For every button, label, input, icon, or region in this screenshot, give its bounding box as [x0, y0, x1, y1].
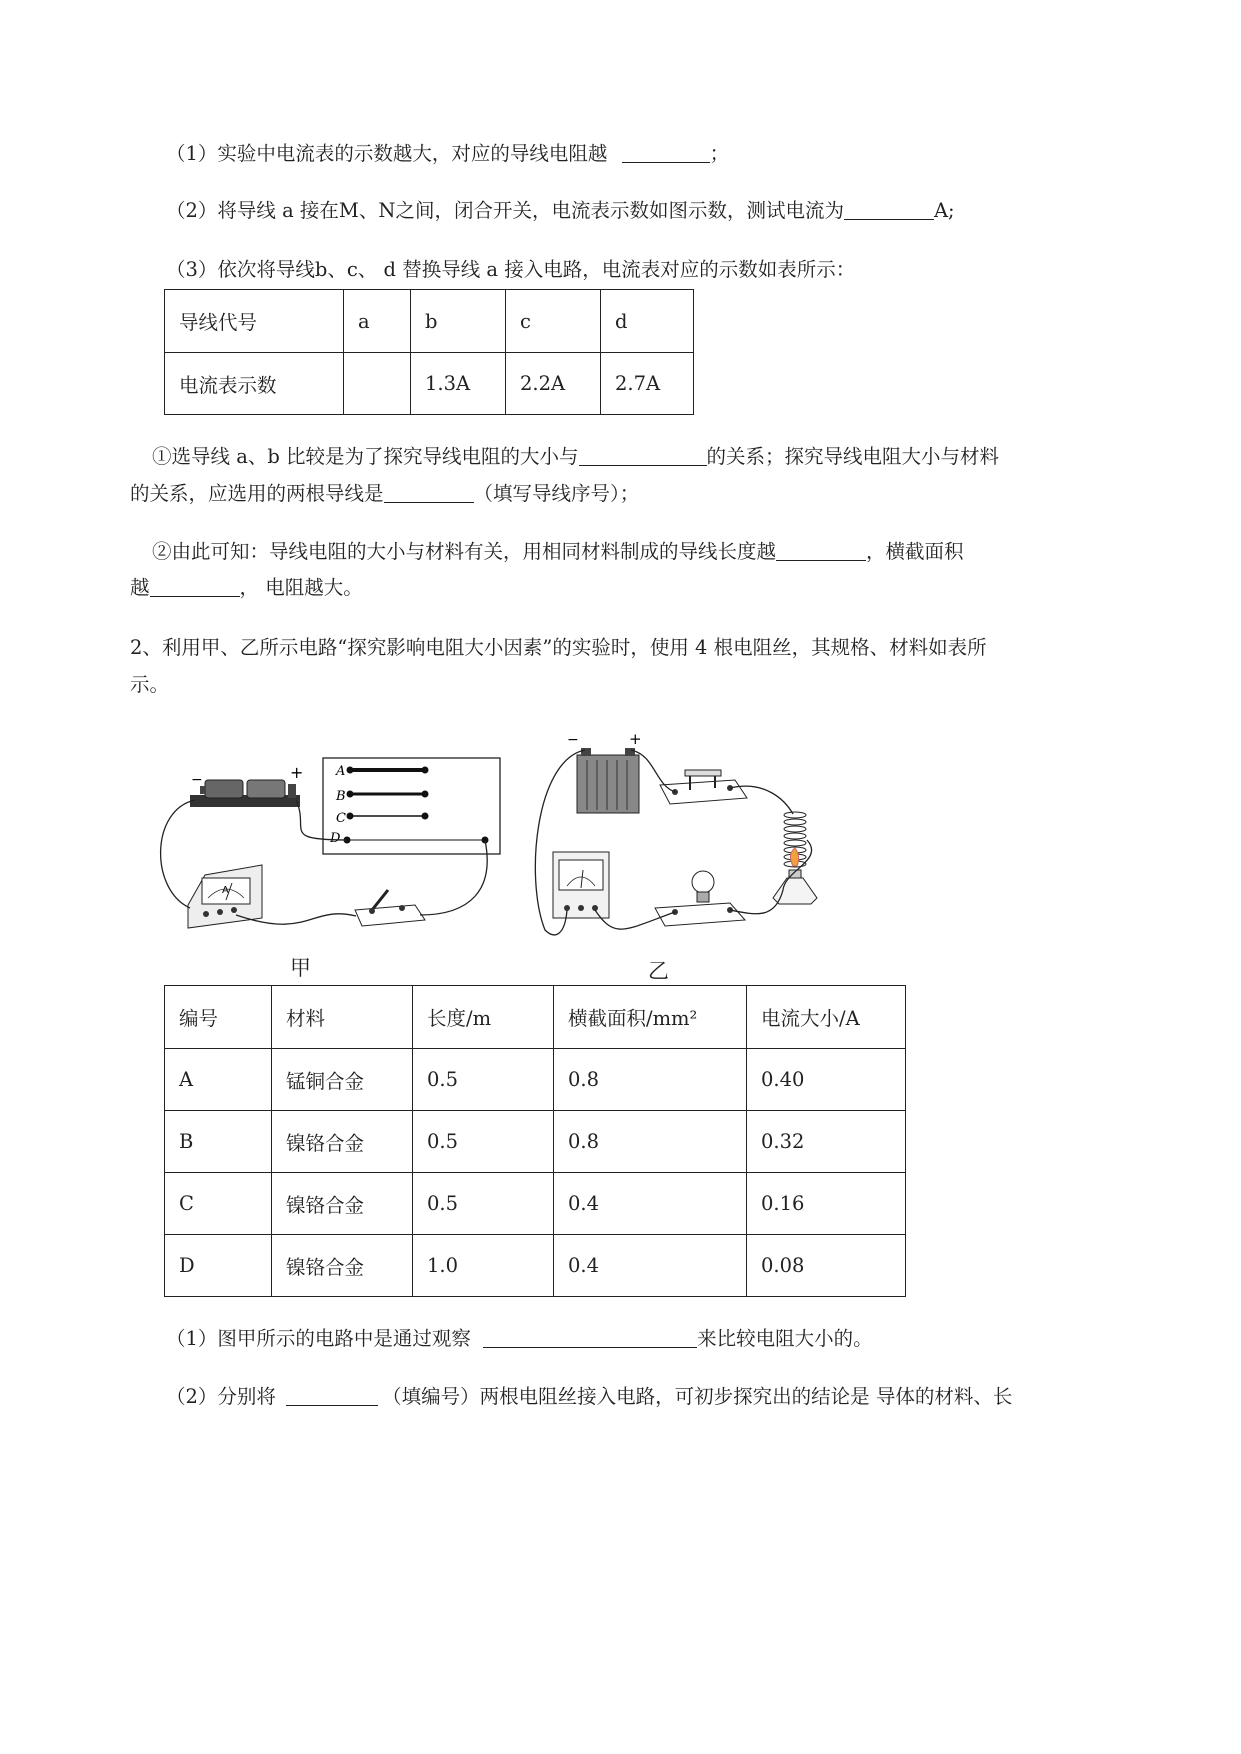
wire-label-c: C	[336, 811, 346, 826]
answer-blank[interactable]	[844, 199, 934, 220]
table-row	[165, 353, 694, 415]
table-cell: 0.5	[413, 1111, 554, 1173]
table-cell: 镍铬合金	[272, 1173, 413, 1235]
light-bulb-icon	[655, 871, 745, 926]
ammeter-icon	[553, 852, 609, 918]
circuit-figure-yi	[525, 730, 835, 945]
table-row	[165, 986, 906, 1049]
table-cell: 0.08	[747, 1235, 906, 1297]
figure-caption-jia: 甲	[290, 956, 311, 980]
figure-caption-yi: 乙	[648, 959, 669, 983]
table-cell: 0.8	[554, 1049, 747, 1111]
wire-label-b: B	[336, 789, 346, 804]
wire-label-a: A	[336, 764, 346, 779]
q1-wire-table	[164, 289, 694, 415]
answer-blank[interactable]	[384, 482, 474, 503]
q1-point-2-line-2: 越 ， 电阻越大。	[130, 576, 363, 599]
table-cell: 0.4	[554, 1235, 747, 1297]
plus-sign: +	[290, 763, 304, 782]
table-row	[165, 1049, 906, 1111]
table-cell: 锰铜合金	[272, 1049, 413, 1111]
battery-pack-icon	[577, 748, 639, 813]
q1-point-2-line-1: ②由此可知：导线电阻的大小与材料有关，用相同材料制成的导线长度越 ，横截面积	[152, 540, 964, 563]
table-cell: 0.5	[413, 1173, 554, 1235]
table-cell[interactable]	[344, 353, 411, 415]
resistance-wires	[344, 767, 488, 843]
answer-blank[interactable]	[286, 1385, 378, 1406]
table-cell: 2.2A	[506, 353, 601, 415]
q1-statement-2: （2）将导线 a 接在M、N之间，闭合开关，电流表示数如图示数，测试电流为 A;	[166, 199, 955, 222]
table-row	[165, 1173, 906, 1235]
minus-sign: −	[191, 772, 203, 788]
q2-statement-1: （1）图甲所示的电路中是通过观察 来比较电阻大小的。	[166, 1327, 873, 1350]
table-cell: 1.0	[413, 1235, 554, 1297]
q2-intro-line-1: 2、利用甲、乙所示电路“探究影响电阻大小因素”的实验时，使用 4 根电阻丝，其规格、材料如表所	[130, 636, 987, 659]
q2-intro-line-2: 示。	[130, 673, 170, 696]
table-header-cell: b	[411, 290, 506, 353]
table-cell: A	[165, 1049, 272, 1111]
table-header-cell: 材料	[272, 986, 413, 1049]
circuit-figure-jia	[150, 740, 510, 950]
minus-sign: −	[567, 732, 579, 748]
table-row-label: 电流表示数	[165, 353, 344, 415]
q1-point-1-line-1: ①选导线 a、b 比较是为了探究导线电阻的大小与 的关系；探究导线电阻大小与材料	[152, 445, 1000, 468]
answer-blank[interactable]	[622, 142, 710, 163]
table-row	[165, 1235, 906, 1297]
table-cell: 2.7A	[601, 353, 694, 415]
table-header-cell: 长度/m	[413, 986, 554, 1049]
battery-icon	[190, 780, 300, 807]
q1-point-1-line-2: 的关系，应选用的两根导线是 （填写导线序号）；	[130, 482, 640, 505]
plus-sign: +	[629, 730, 642, 748]
answer-blank[interactable]	[579, 445, 707, 466]
table-cell: 0.4	[554, 1173, 747, 1235]
ammeter-icon	[188, 865, 262, 928]
answer-blank[interactable]	[483, 1327, 697, 1348]
table-row	[165, 290, 694, 353]
table-cell: 0.16	[747, 1173, 906, 1235]
table-cell: 0.5	[413, 1049, 554, 1111]
q1-statement-1: （1）实验中电流表的示数越大，对应的导线电阻越 ；	[166, 142, 730, 165]
table-cell: 1.3A	[411, 353, 506, 415]
table-cell: D	[165, 1235, 272, 1297]
table-cell: B	[165, 1111, 272, 1173]
switch-icon	[355, 890, 425, 926]
table-cell: 镍铬合金	[272, 1111, 413, 1173]
q1-statement-3: （3）依次将导线b、c、 d 替换导线 a 接入电路，电流表对应的示数如表所示：	[166, 258, 856, 281]
answer-blank[interactable]	[150, 576, 240, 597]
table-header-cell: 横截面积/mm²	[554, 986, 747, 1049]
table-header-cell: a	[344, 290, 411, 353]
table-cell: 镍铬合金	[272, 1235, 413, 1297]
table-header-cell: 电流大小/A	[747, 986, 906, 1049]
table-cell: 0.40	[747, 1049, 906, 1111]
wire-label-d: D	[330, 831, 341, 846]
table-cell: 0.8	[554, 1111, 747, 1173]
table-header-cell: c	[506, 290, 601, 353]
table-header-cell: 编号	[165, 986, 272, 1049]
ammeter-letter: A	[222, 885, 229, 896]
q2-statement-2: （2）分别将 （填编号）两根电阻丝接入电路，可初步探究出的结论是 导体的材料、长	[166, 1385, 1013, 1408]
table-cell: C	[165, 1173, 272, 1235]
q2-wire-spec-table	[164, 985, 906, 1297]
answer-blank[interactable]	[776, 540, 866, 561]
table-header-cell: 导线代号	[165, 290, 344, 353]
table-row	[165, 1111, 906, 1173]
table-cell: 0.32	[747, 1111, 906, 1173]
table-header-cell: d	[601, 290, 694, 353]
